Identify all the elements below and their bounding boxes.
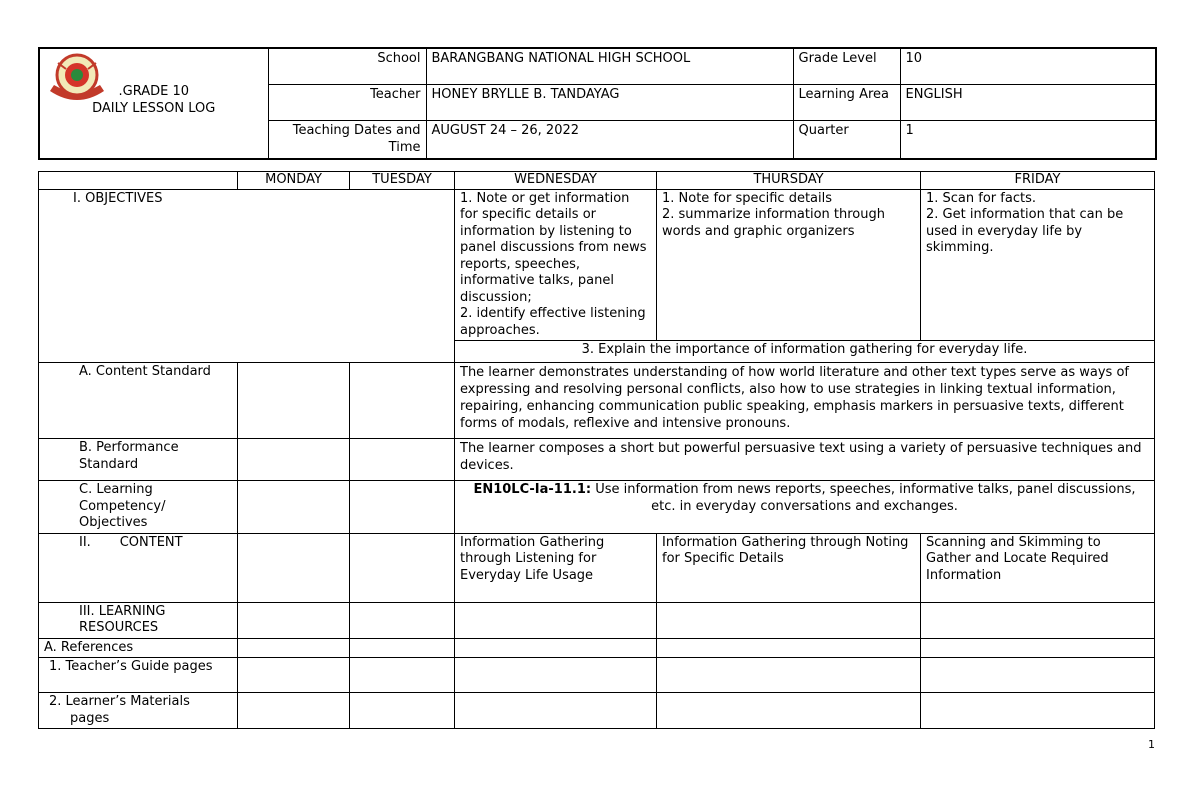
references-wednesday — [455, 638, 657, 658]
teacher-value: HONEY BRYLLE B. TANDAYAG — [426, 85, 793, 121]
day-thursday: THURSDAY — [657, 172, 921, 190]
competency-text-cell — [455, 481, 1155, 534]
school-label: School — [268, 48, 426, 85]
references-tuesday — [350, 638, 455, 658]
blank-header — [39, 172, 238, 190]
lm-monday — [238, 693, 350, 729]
day-monday: MONDAY — [238, 172, 350, 190]
performance-standard-tuesday — [350, 439, 455, 481]
resources-wednesday — [455, 602, 657, 638]
competency-code: EN10LC-Ia-11.1: — [473, 482, 592, 497]
content-standard-row — [39, 363, 1155, 439]
content-standard-label: A. Content Standard — [39, 363, 238, 439]
content-standard-tuesday — [350, 363, 455, 439]
lm-tuesday — [350, 693, 455, 729]
resources-thursday — [657, 602, 921, 638]
tg-friday — [921, 658, 1155, 693]
grade-title: .GRADE 10 — [118, 84, 189, 99]
log-title: DAILY LESSON LOG — [92, 100, 216, 116]
resources-row — [39, 602, 1155, 638]
performance-standard-text: The learner composes a short but powerful persuasive text using a variety of persuasive techniques and devices. — [455, 439, 1155, 481]
learners-materials-label: 2. Learner’s Materials pages — [39, 693, 238, 729]
references-monday — [238, 638, 350, 658]
references-thursday — [657, 638, 921, 658]
tg-thursday — [657, 658, 921, 693]
performance-standard-monday — [238, 439, 350, 481]
content-standard-text: The learner demonstrates understanding of how world literature and other text types serve as ways of expressing and resolving personal conflicts, also how to use strategies in linking textual information, repairing, enhancing communication public speaking, emphasis markers in persuasive texts, different forms of modals, reflexive and intensive pronouns. — [455, 363, 1155, 439]
resources-tuesday — [350, 602, 455, 638]
day-friday: FRIDAY — [921, 172, 1155, 190]
objectives-shared: 3. Explain the importance of information gathering for everyday life. — [455, 341, 1155, 363]
day-tuesday: TUESDAY — [350, 172, 455, 190]
lm-thursday — [657, 693, 921, 729]
content-standard-monday — [238, 363, 350, 439]
day-wednesday: WEDNESDAY — [455, 172, 657, 190]
school-value: BARANGBANG NATIONAL HIGH SCHOOL — [426, 48, 793, 85]
competency-tuesday — [350, 481, 455, 534]
content-label: II. CONTENT — [39, 533, 238, 602]
day-header-row — [39, 172, 1155, 190]
tg-tuesday — [350, 658, 455, 693]
competency-label: C. Learning Competency/ Objectives — [39, 481, 238, 534]
content-row — [39, 533, 1155, 602]
competency-row — [39, 481, 1155, 534]
references-friday — [921, 638, 1155, 658]
tg-wednesday — [455, 658, 657, 693]
resources-label: III. LEARNING RESOURCES — [39, 602, 238, 638]
competency-text: Use information from news reports, speeches, informative talks, panel discussions, etc. in everyday conversations and exchanges. — [591, 482, 1136, 514]
objectives-label: I. OBJECTIVES — [39, 189, 455, 363]
content-friday: Scanning and Skimming to Gather and Locate Required Information — [921, 533, 1155, 602]
content-wednesday: Information Gathering through Listening for Everyday Life Usage — [455, 533, 657, 602]
objectives-friday: 1. Scan for facts. 2. Get information that can be used in everyday life by skimming. — [921, 189, 1155, 341]
teaching-dates-label: Teaching Dates and Time — [268, 121, 426, 160]
learning-area-value: ENGLISH — [900, 85, 1156, 121]
teacher-label: Teacher — [268, 85, 426, 121]
references-row — [39, 638, 1155, 658]
tg-monday — [238, 658, 350, 693]
lm-wednesday — [455, 693, 657, 729]
lm-friday — [921, 693, 1155, 729]
content-thursday: Information Gathering through Noting for Specific Details — [657, 533, 921, 602]
references-label: A. References — [39, 638, 238, 658]
objectives-row — [39, 189, 1155, 341]
resources-friday — [921, 602, 1155, 638]
grade-level-label: Grade Level — [793, 48, 900, 85]
lesson-log-table — [38, 171, 1155, 729]
quarter-value: 1 — [900, 121, 1156, 160]
content-tuesday — [350, 533, 455, 602]
teachers-guide-row — [39, 658, 1155, 693]
page-number: 1 — [1148, 738, 1155, 751]
learners-materials-row — [39, 693, 1155, 729]
header-table — [38, 47, 1157, 160]
teachers-guide-label: 1. Teacher’s Guide pages — [39, 658, 238, 693]
quarter-label: Quarter — [793, 121, 900, 160]
school-seal-icon — [46, 51, 108, 107]
grade-level-value: 10 — [900, 48, 1156, 85]
objectives-thursday: 1. Note for specific details 2. summarize information through words and graphic organizers — [657, 189, 921, 341]
resources-monday — [238, 602, 350, 638]
performance-standard-row — [39, 439, 1155, 481]
content-monday — [238, 533, 350, 602]
title-cell — [39, 48, 268, 159]
objectives-wednesday: 1. Note or get information for specific details or information by listening to panel discussions from news reports, speeches, informative talks, panel discussion; 2. identify effective listening approaches. — [455, 189, 657, 341]
performance-standard-label: B. Performance Standard — [39, 439, 238, 481]
teaching-dates-value: AUGUST 24 – 26, 2022 — [426, 121, 793, 160]
competency-monday — [238, 481, 350, 534]
learning-area-label: Learning Area — [793, 85, 900, 121]
